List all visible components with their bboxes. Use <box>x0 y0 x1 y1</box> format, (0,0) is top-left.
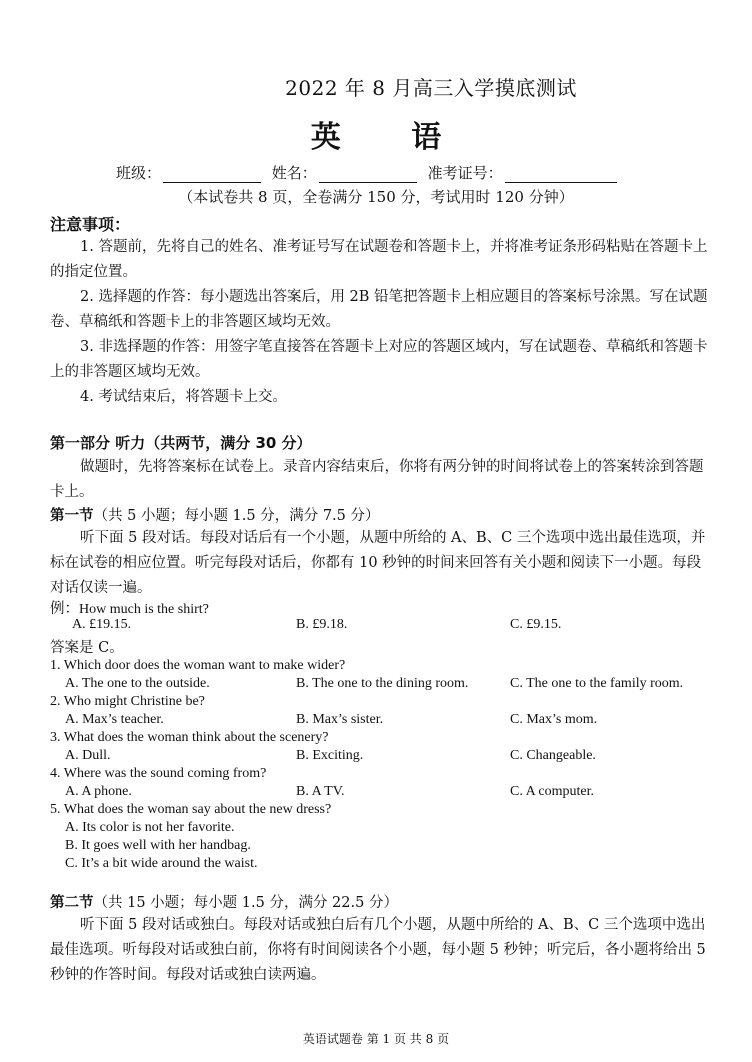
example-option-c: C. £9.15. <box>510 617 562 632</box>
class-field[interactable] <box>163 166 261 183</box>
example-option-a: A. £19.15. <box>72 617 132 632</box>
question-1: 1. Which door does the woman want to make wider? <box>50 658 346 673</box>
exam-title: 2022 年 8 月高三入学摸底测试 <box>285 76 577 100</box>
notice-heading: 注意事项： <box>50 215 131 234</box>
q5-option-c: C. It’s a bit wide around the waist. <box>65 856 258 871</box>
example-answer: 答案是 C。 <box>50 640 124 656</box>
q2-option-b: B. Max’s sister. <box>296 712 384 727</box>
q2-option-c: C. Max’s mom. <box>510 712 598 727</box>
notice-item-1: 1. 答题前，先将自己的姓名、准考证号写在试题卷和答题卡上，并将准考证条形码粘贴在答题卡上的指定位置。 <box>50 239 708 280</box>
part1-heading: 第一部分 听力（共两节，满分 30 分） <box>50 434 312 452</box>
q1-option-c: C. The one to the family room. <box>510 676 684 691</box>
notice-item-2: 2. 选择题的作答：每小题选出答案后，用 2B 铅笔把答题卡上相应题目的答案标号涂黑。写在试题卷、草稿纸和答题卡上的非答题区域均无效。 <box>50 289 708 330</box>
section1-instruction: 听下面 5 段对话。每段对话后有一个小题，从题中所给的 A、B、C 三个选项中选出最佳选项，并标在试卷的相应位置。听完每段对话后，你都有 10 秒钟的时间来回答有关小题和阅读下一小题。每段对话仅读一遍。 <box>50 530 706 596</box>
student-info-line <box>116 162 623 183</box>
section2-scoring: （共 15 小题；每小题 1.5 分，满分 22.5 分） <box>93 895 398 911</box>
subject-title: 英 语 <box>310 120 472 155</box>
name-label: 姓名： <box>271 164 317 182</box>
q4-option-b: B. A TV. <box>296 784 345 799</box>
example-question <box>50 597 209 618</box>
section2-instruction: 听下面 5 段对话或独白。每段对话或独白后有几个小题，从题中所给的 A、B、C 三个选项中选出最佳选项。听每段对话或独白前，你将有时间阅读各个小题，每小题 5 秒钟；听完后，各小题将给出 5 秒钟的作答时间。每段对话或独白读两遍。 <box>50 917 706 983</box>
q5-option-b: B. It goes well with her handbag. <box>65 838 251 853</box>
page-footer: 英语试题卷 第 1 页 共 8 页 <box>302 1032 450 1046</box>
section1-heading <box>50 504 380 525</box>
question-3: 3. What does the woman think about the scenery? <box>50 730 329 745</box>
q3-option-a: A. Dull. <box>65 748 111 763</box>
part1-instruction: 做题时，先将答案标在试卷上。录音内容结束后，你将有两分钟的时间将试卷上的答案转涂到答题卡上。 <box>50 459 704 500</box>
class-label: 班级： <box>116 164 162 182</box>
exam-note: （本试卷共 8 页，全卷满分 150 分，考试用时 120 分钟） <box>178 188 574 206</box>
notice-item-4: 4. 考试结束后，将答题卡上交。 <box>80 389 287 405</box>
q1-option-b: B. The one to the dining room. <box>296 676 469 691</box>
question-2: 2. Who might Christine be? <box>50 694 205 709</box>
q2-option-a: A. Max’s teacher. <box>65 712 164 727</box>
id-field[interactable] <box>505 166 617 183</box>
q3-option-c: C. Changeable. <box>510 748 596 763</box>
example-label: 例： <box>50 601 79 617</box>
section2-heading <box>50 891 398 912</box>
section2-label: 第二节 <box>50 895 94 911</box>
question-5: 5. What does the woman say about the new dress? <box>50 802 332 817</box>
example-option-b: B. £9.18. <box>296 617 348 632</box>
q1-option-a: A. The one to the outside. <box>65 676 210 691</box>
q4-option-a: A. A phone. <box>65 784 132 799</box>
section1-label: 第一节 <box>50 508 94 524</box>
example-text: How much is the shirt? <box>79 602 209 617</box>
q4-option-c: C. A computer. <box>510 784 594 799</box>
section1-scoring: （共 5 小题；每小题 1.5 分，满分 7.5 分） <box>93 508 380 524</box>
q5-option-a: A. Its color is not her favorite. <box>65 820 235 835</box>
question-4: 4. Where was the sound coming from? <box>50 766 267 781</box>
q3-option-b: B. Exciting. <box>296 748 364 763</box>
name-field[interactable] <box>319 166 417 183</box>
notice-item-3: 3. 非选择题的作答：用签字笔直接答在答题卡上对应的答题区域内，写在试题卷、草稿纸和答题卡上的非答题区域均无效。 <box>50 339 708 380</box>
id-label: 准考证号： <box>427 164 503 182</box>
